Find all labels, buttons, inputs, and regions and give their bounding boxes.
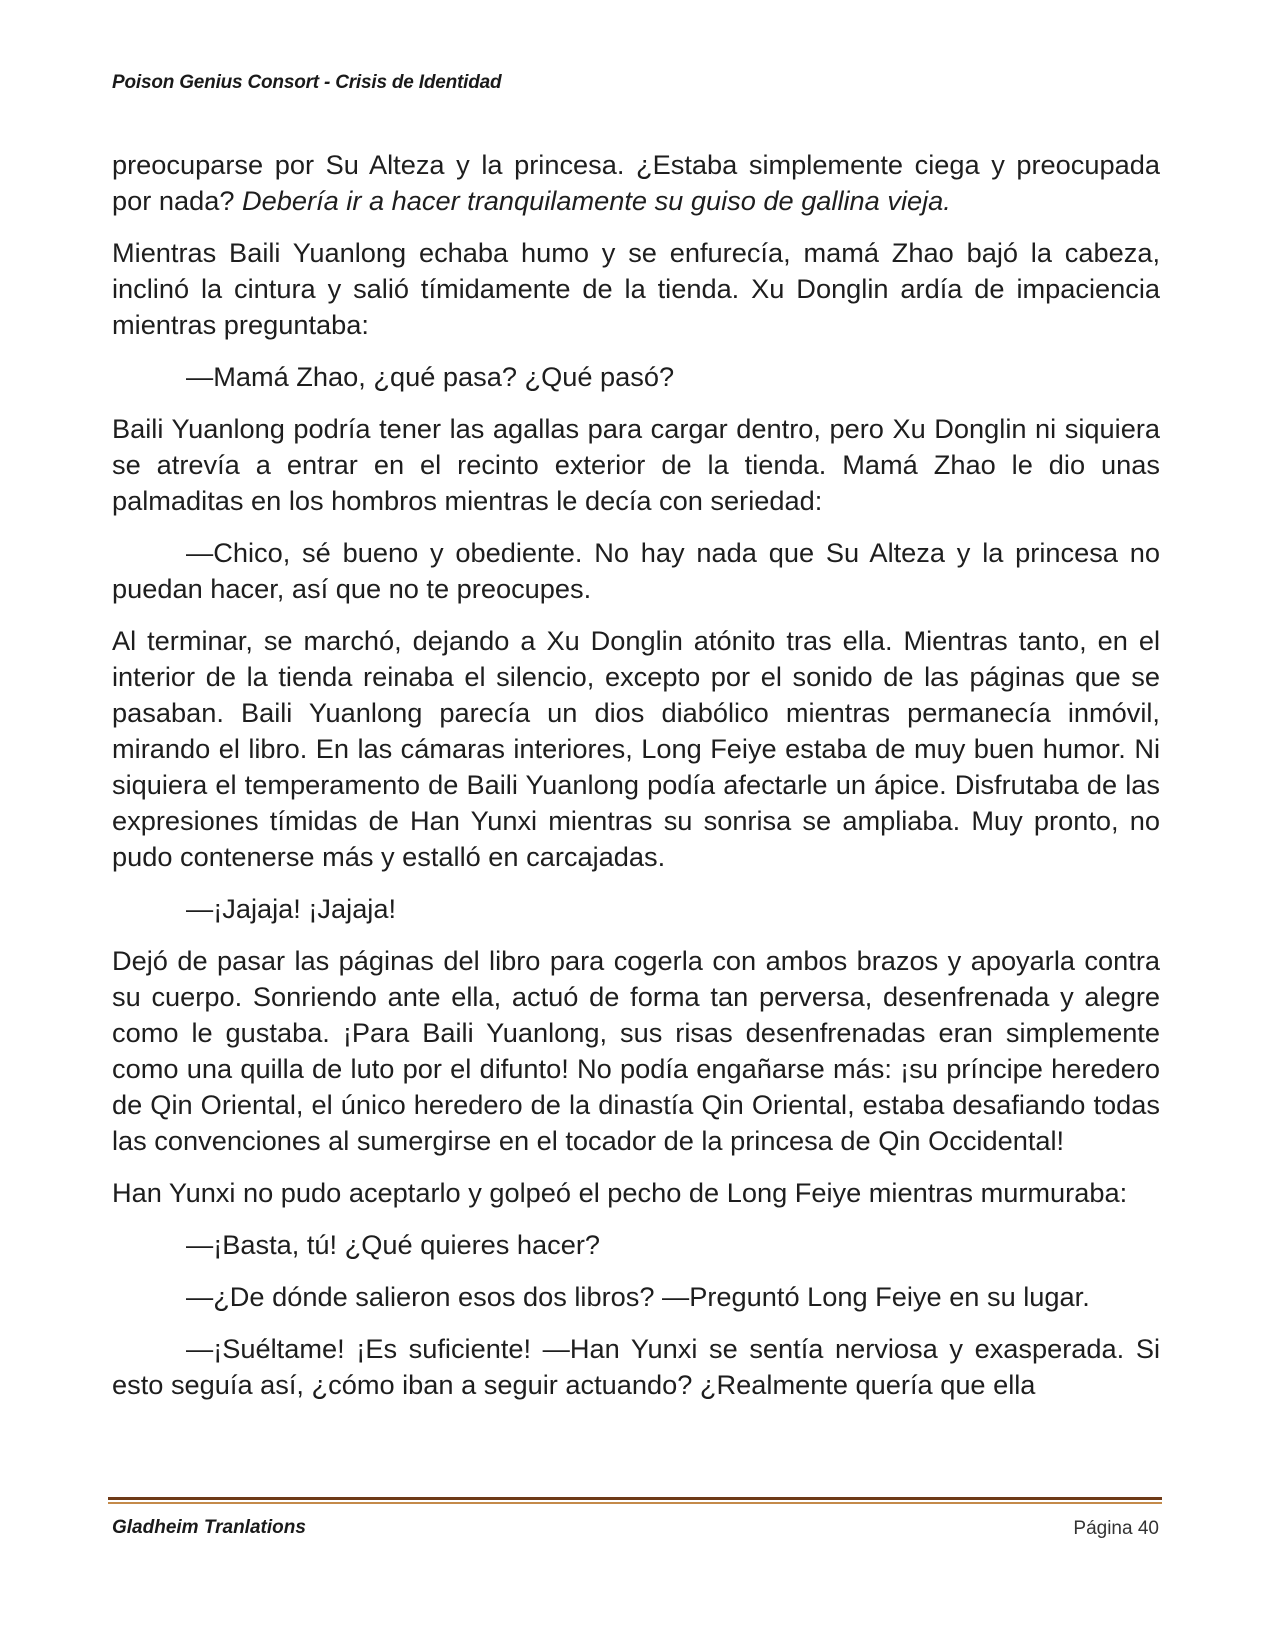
paragraph: Al terminar, se marchó, dejando a Xu Donglin atónito tras ella. Mientras tanto, en el interior de la tienda reinaba el silencio, excepto por el sonido de las páginas que se pasaban. Baili Yuanlong parecía un dios diabólico mientras permanecía inmóvil, mirando el libro. En las cámaras interiores, Long Feiye estaba de muy buen humor. Ni siquiera el temperamento de Baili Yuanlong podía afectarle un ápice. Disfrutaba de las expresiones tímidas de Han Yunxi mientras su sonrisa se ampliaba. Muy pronto, no pudo contenerse más y estalló en carcajadas. [112,625,1160,872]
paragraph [112,147,1160,219]
page-number-value: 40 [1137,1518,1159,1539]
dialogue-line: —Chico, sé bueno y obediente. No hay nada que Su Alteza y la princesa no puedan hacer, así que no te preocupes. [112,537,1160,604]
dialogue-line: —¡Basta, tú! ¿Qué quieres hacer? [186,1229,601,1260]
dialogue-line: —¿De dónde salieron esos dos libros? —Preguntó Long Feiye en su lugar. [186,1281,1090,1312]
page-label: Página [1073,1518,1133,1539]
paragraph: Dejó de pasar las páginas del libro para cogerla con ambos brazos y apoyarla contra su cuerpo. Sonriendo ante ella, actuó de forma tan perversa, desenfrenada y alegre como le gustaba. ¡Para Baili Yuanlong, sus risas desenfrenadas eran simplemente como una quilla de luto por el difunto! No podía engañarse más: ¡su príncipe heredero de Qin Oriental, el único heredero de la dinastía Qin Oriental, estaba desafiando todas las convenciones al sumergirse en el tocador de la princesa de Qin Occidental! [112,945,1160,1156]
paragraph: Mientras Baili Yuanlong echaba humo y se enfurecía, mamá Zhao bajó la cabeza, inclinó la cintura y salió tímidamente de la tienda. Xu Donglin ardía de impaciencia mientras preguntaba: [112,237,1160,340]
body-text [112,147,1160,1419]
paragraph: Baili Yuanlong podría tener las agallas para cargar dentro, pero Xu Donglin ni siquiera se atrevía a entrar en el recinto exterior de la tienda. Mamá Zhao le dio unas palmaditas en los hombros mientras le decía con seriedad: [112,413,1160,516]
dialogue-line: —¡Suéltame! ¡Es suficiente! —Han Yunxi se sentía nerviosa y exasperada. Si esto seguía así, ¿cómo iban a seguir actuando? ¿Realmente quería que ella [112,1333,1160,1400]
footer-divider-light [108,1502,1162,1504]
footer-divider-dark [108,1497,1162,1500]
running-header: Poison Genius Consort - Crisis de Identidad [112,72,502,93]
dialogue-line: —¡Jajaja! ¡Jajaja! [186,893,397,924]
page-number [1073,1518,1159,1540]
paragraph: Han Yunxi no pudo aceptarlo y golpeó el pecho de Long Feiye mientras murmuraba: [112,1177,1128,1208]
paragraph-text: preocuparse por Su Alteza y la princesa. ¿Estaba simplemente ciega y preocupada por nada? [112,149,1160,216]
dialogue-line: —Mamá Zhao, ¿qué pasa? ¿Qué pasó? [186,361,675,392]
footer-divider [108,1497,1162,1506]
footer-publisher: Gladheim Tranlations [112,1517,306,1538]
italic-thought: Debería ir a hacer tranquilamente su guiso de gallina vieja. [242,185,951,216]
